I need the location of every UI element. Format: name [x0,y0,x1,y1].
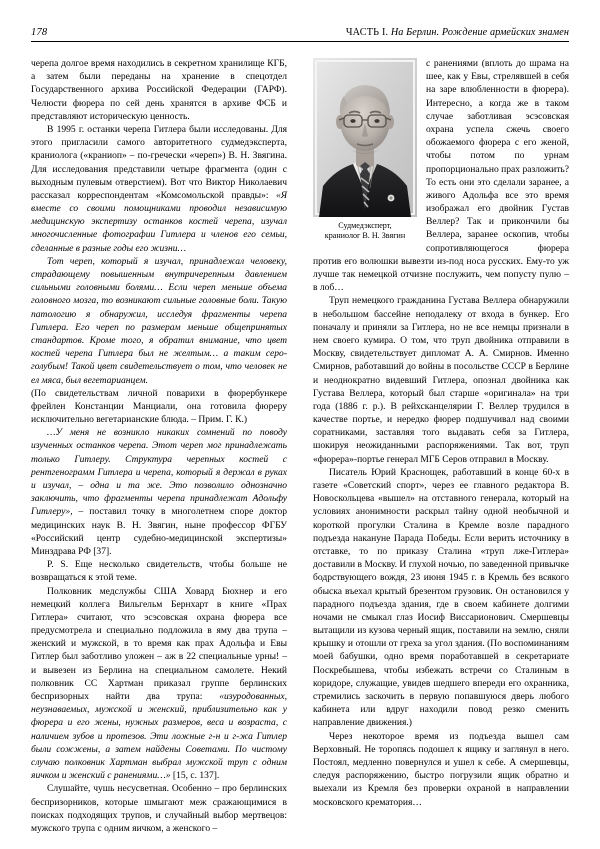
figure-caption-line-1: Судмедэксперт, [338,221,392,230]
paragraph-italic [31,426,287,558]
paragraph-text: В 1995 г. останки черепа Гитлера были исследованы. Для этого пригласили самого авторитетного судмедэксперта, краниолога («краниоп» – по-гречески «череп») В. Н. Звягина. Для исследования представили четыре фрагмента (один с выходным пулевым отверстием). Вот что Виктор Николаевич рассказал корреспондентам «Комсомольской правды»: [31,123,287,201]
portrait-photo [313,58,417,217]
right-column [313,57,569,809]
body-columns [31,57,569,837]
paragraph: P. S. Еще несколько свидетельств, чтобы больше не возвращаться к этой теме. [31,559,287,584]
running-head-rule [31,41,569,42]
paragraph-italic: Тот череп, который я изучал, принадлежал человеку, страдающему повышенным внутричерепным давлением сильными головными болями… Если череп меньше объема головного мозга, то возникают сильные головные боли. Такую патологию я обнаружил, исследуя фрагменты черепа Гитлера. Его череп по размерам меньше общепринятых стандартов. Кроме того, я обратил внимание, что цвет костей черепа Гитлера был не желтым… а таким серо-голубым! Такой цвет свидетельствует о том, что человек не ел мяса, был вегетарианцем. [31,255,287,386]
running-head-subject: На Берлин. Рождение армейских знамен [390,27,569,38]
paragraph: Слушайте, чушь несусветная. Особенно – про берлинских беспризорников, которые шмыгают меж сражающимися в поисках подходящих трупов, и случайный выбор мертвецов: мужского трупа с одним яичком, а женского – [31,783,287,834]
attribution: – поставил точку в многолетнем споре доктор медицинских наук В. Н. Звягин, ныне профессор ФГБУ «Российский центр судебно-медицинской экспертизы» Минздрава РФ [37]. [31,506,287,557]
running-head-part: ЧАСТЬ I. [345,27,389,38]
running-head [31,27,569,39]
page-number: 178 [31,27,48,38]
running-head-title [346,27,569,39]
paragraph: с ранениями (вплоть до шрама на шее, как у Евы, стрелявшей в себя на заре влюбленности в фюрера). Интересно, а когда же в таком случае заботливая эсэсовская охрана успела сжечь своего обожаемого фюрера с его женой, чтобы потом по урнам пропорционально прах разложить? То есть они это сделали заранее, а живого Адольфа все это время изображал его двойник Густав Веллер? Так и прикончили бы Веллера, заранее оскопив, чтобы сопротивляющегося фюрера против его волюшки вывезти из-под носа русских. Ему-то уж лучше так немецкой отчизне послужить, чем попусту пулю – в лоб… [313,58,569,294]
figure [313,58,417,242]
paragraph: черепа долгое время находились в секретном хранилище КГБ, а затем были переданы на хранение в спецотдел Государственного архива Российской Федерации (ГАРФ). Челюсти фюрера по сей день хранятся в архиве ФСБ и представляют историческую ценность. [31,58,287,122]
figure-caption-line-2: краниолог В. Н. Звягин [324,231,406,241]
paragraph-editorial-note: (По свидетельствам личной поварихи в фюрербункере фрейлен Констанции Манциали, она готовила фюреру исключительно вегетарианские блюда. – Прим. Г. К.) [31,387,287,426]
paragraph-text: Полковник медслужбы США Ховард Бюхнер и его немецкий коллега Вильгельм Бернхарт в книге «Прах Гитлера» считают, что эсэсовская охрана фюрера все предусмотрела и специально подложила в яму два трупа – женский и мужской, в то время как прах Адольфа и Евы Гитлер был заботливо уложен – аж в 22 специальные урны! – и вывезен из Берлина на специальном самолете. Некий полковник СС Хартман приказал группе берлинских беспризорных найти два трупа: [31,585,287,702]
paragraph: Труп немецкого гражданина Густава Веллера обнаружили в небольшом бассейне неподалеку от входа в бункер. Его поначалу и приняли за Гитлера, но не все немцы признали в нем своего кумира. О том, что труп двойника отправили в Москву, свидетельствует дипломат А. А. Смирнов. Именно Смирнов, работавший до войны в посольстве СССР в Берлине и неоднократно видевший Гитлера, опознал двойника как Густава Веллера, который был старше «оригинала» на три года (1886 г. р.). В рейхсканцелярии Г. Веллер трудился в качестве портье, и нередко фюрер подшучивал над своими соратниками, заставляя того выдавать себя за Гитлера, шокируя неожиданными распоряжениями. Так вот, труп «фюрера»-портье генерал МГБ Серов отправил в Москву. [313,295,569,465]
quote-start: «Я вместе со своими помощниками проводил независимую медицинскую экспертизу останков костей черепа, изучал многочисленные фотографии Гитлера и членов его семьи, сделанные в разные годы его жизни… [31,189,287,254]
paragraph [31,123,287,255]
paragraph: Писатель Юрий Краснощек, работавший в конце 60-х в газете «Советский спорт», через ее главного редактора В. Новоскольцева «вышел» на отставного генерала, который на условиях анонимности раскрыл тайну одной необычной и короткой прогулки Сталина в Кремле возле парадного подъезда накануне Парада Победы. Если верить источнику в отставке, то по приказу Сталина «труп лже-Гитлера» доставили в Москву. И глухой ночью, по заведенной привычке бодрствующего вождя, 23 июня 1945 г. в Кремль без всякого обыска въехал крытый брезентом грузовик. Он остановился у парадного подъезда здания, где в своем кабинете долгими ночами не смыкал глаз Иосиф Виссарионович. Смершевцы вытащили из кузова черный ящик, поставили на землю, сняли крышку и отошли от греха за угол здания. (По воспоминаниям моей бабушки, одно время поработавшей в секретариате Поскребышева, чтобы избежать встречи со Сталиным в коридоре, служащие, увидев шедшего впереди его охранника, стремились заскочить в первую попавшуюся дверь любого кабинета или вдруг находили повод резко сменить направление движения.) [313,466,569,729]
block-quote: «изуродованных, неузнаваемых, мужской и женский, приблизительно как у фюрера и его жены, нужных размеров, веса и возраста, с наличием зубов и протезов. Эти ложные г-н и г-жа Гитлер были сожжены, а затем найдены Советами. По чистому случаю полковник Хартман выбрал мужской труп с одним яичком и женский с ранениями…» [31,691,287,782]
paragraph [31,585,287,783]
left-column [31,57,287,835]
paragraph: Через некоторое время из подъезда вышел сам Верховный. Не торопясь подошел к ящику и заглянул в него. Постоял, медленно повернулся и ушел к себе. А смершевцы, следуя распоряжению, быстро погрузили ящик обратно и выехали из Кремля без проверки охраной в направлении московского крематория… [313,730,569,808]
paragraph-text: …У меня не возникло никаких сомнений по поводу изученных останков черепа. Этот череп мог принадлежать только Гитлеру. Структура черепных костей с рентгенограмм Гитлера и черепа, который я держал в руках и изучал, – одна и та же. Это позволило однозначно заключить, что фрагменты черепа принадлежат Адольфу Гитлеру», [31,427,287,518]
figure-caption [313,221,417,242]
citation-reference: [15, с. 137]. [170,770,220,782]
